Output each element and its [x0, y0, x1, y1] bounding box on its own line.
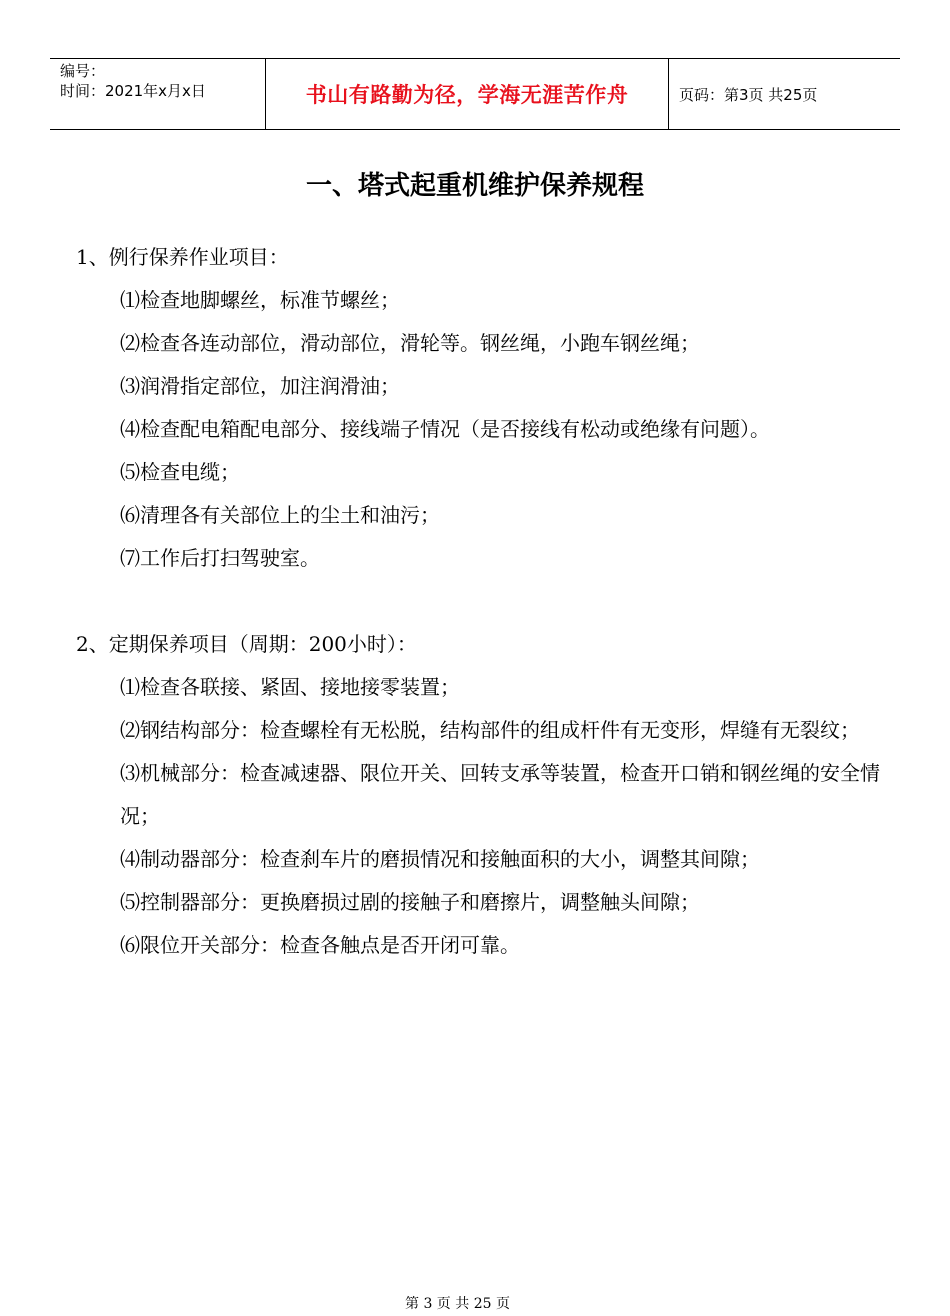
list-item: ⑺工作后打扫驾驶室。	[120, 546, 320, 570]
list-item: ⑴检查地脚螺丝，标准节螺丝；	[120, 288, 400, 312]
list-item: ⑶润滑指定部位，加注润滑油；	[120, 374, 400, 398]
document-number-label: 编号：	[60, 62, 106, 80]
section-heading-routine: 1、例行保养作业项目：	[76, 245, 289, 269]
list-item: ⑴检查各联接、紧固、接地接零装置；	[120, 675, 460, 699]
list-item: ⑸检查电缆；	[120, 460, 240, 484]
header-page-info	[669, 59, 900, 129]
document-header	[50, 58, 900, 130]
motto-text: 书山有路勤为径，学海无涯苦作舟	[305, 83, 629, 107]
document-time-label: 时间：2021年x月x日	[60, 82, 206, 100]
section-spacer	[76, 580, 896, 623]
page-footer: 第 3 页 共 25 页	[405, 1296, 510, 1312]
header-meta	[50, 59, 266, 129]
list-item: ⑶机械部分：检查减速器、限位开关、回转支承等装置，检查开口销和钢丝绳的安全情况；	[120, 761, 880, 828]
list-item: ⑷制动器部分：检查刹车片的磨损情况和接触面积的大小，调整其间隙；	[120, 847, 760, 871]
section-heading-periodic: 2、定期保养项目（周期：200小时）：	[76, 632, 417, 656]
document-body	[76, 236, 896, 967]
list-item: ⑵钢结构部分：检查螺栓有无松脱，结构部件的组成杆件有无变形，焊缝有无裂纹；	[120, 718, 860, 742]
page-info-text: 页码：第3页 共25页	[679, 85, 818, 104]
list-item: ⑷检查配电箱配电部分、接线端子情况（是否接线有松动或绝缘有问题）。	[120, 417, 770, 441]
document-title: 一、塔式起重机维护保养规程	[305, 171, 644, 201]
list-item: ⑹清理各有关部位上的尘土和油污；	[120, 503, 440, 527]
list-item: ⑹限位开关部分：检查各触点是否开闭可靠。	[120, 933, 520, 957]
list-item: ⑵检查各连动部位，滑动部位，滑轮等。钢丝绳，小跑车钢丝绳；	[120, 331, 700, 355]
header-motto	[266, 59, 669, 129]
list-item: ⑸控制器部分：更换磨损过剧的接触子和磨擦片，调整触头间隙；	[120, 890, 700, 914]
